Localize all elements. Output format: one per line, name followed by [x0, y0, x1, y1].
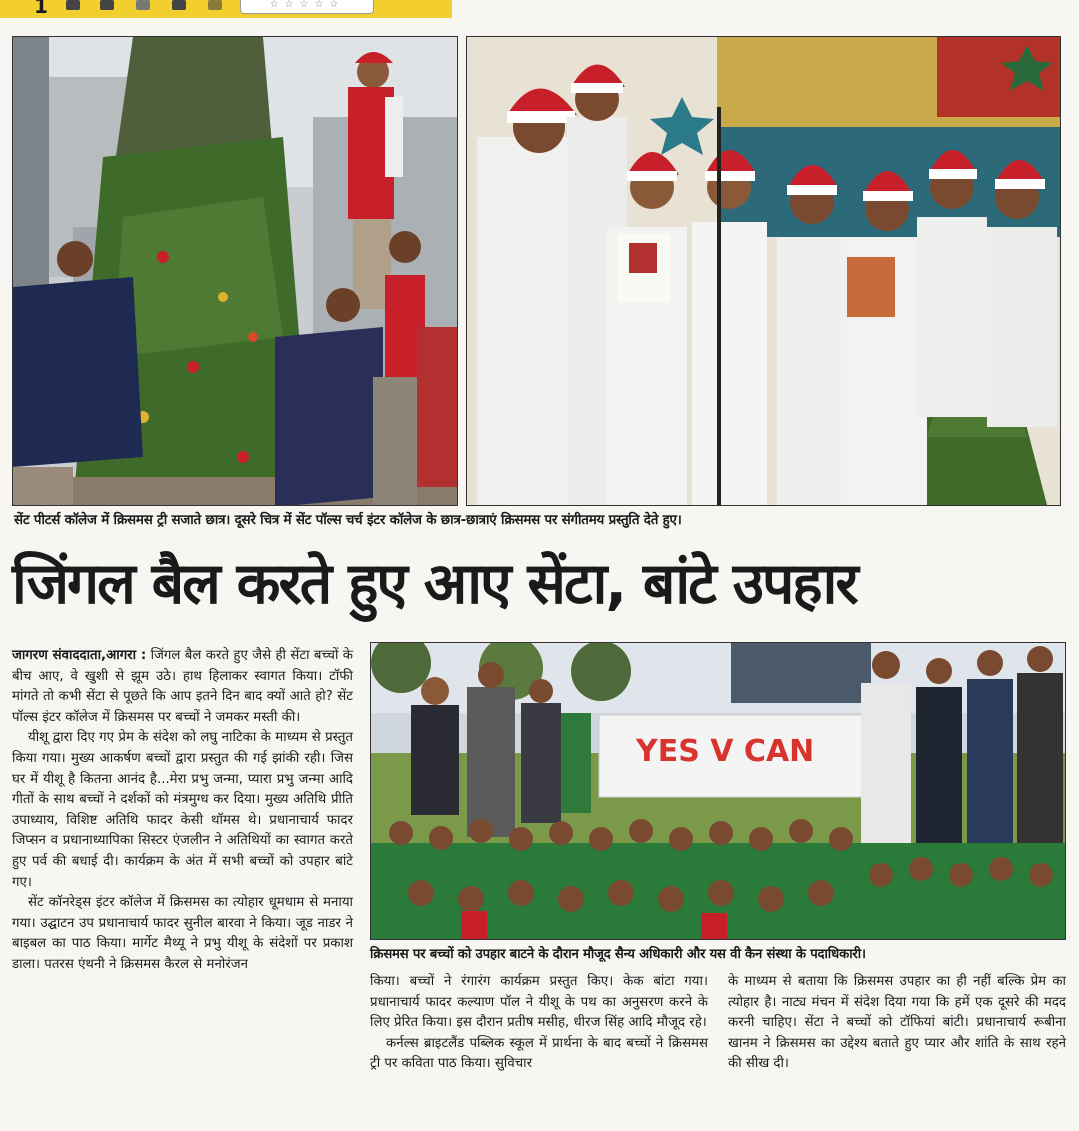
paragraph: यीशू द्वारा दिए गए प्रेम के संदेश को लघु नाटिका के माध्यम से प्रस्तुत किया गया। मुख्य आकर्षण बच्चों द्वारा प्रस्तुत की गई झांकी रही। जिस घर में यीशू है कितना आनंद है...मेरा प्रभु जन्मा, प्यारा प्रभु जन्मा आदि गीतों के साथ बच्चों ने दर्शकों को मंत्रमुग्ध कर दिया। मुख्य अतिथि प्रीति उपाध्याय, विशिष्ट अतिथि फादर केसी थॉमस थे। प्रधानाचार्य फादर जिप्सन व प्रधानाध्यापिका सिस्टर एंजलीन ने अतिथियों का स्वागत करते हुए पर्व की बधाई दी। कार्यक्रम के अंत में सभी बच्चों को उपहार बांटे गए।	[12, 730, 353, 890]
photo-gift-distribution	[370, 642, 1066, 940]
rating-stars[interactable]: ☆☆☆☆☆	[240, 0, 374, 14]
save-icon[interactable]	[172, 0, 186, 10]
share-icon[interactable]	[208, 0, 222, 10]
article-headline: जिंगल बैल करते हुए आए सेंटा, बांटे उपहार	[12, 551, 857, 617]
paragraph: जिंगल बैल करते हुए जैसे ही सेंटा बच्चों के बीच आए, वे खुशी से झूम उठे। हाथ हिलाकर स्वागत किया। टॉफी मांगते तो कभी सेंटा से पूछते कि आप इतने दिन बाद क्यों आते हो? सेंट पॉल्स इंटर कॉलेज में क्रिसमस पर बच्चों ने जमकर मस्ती की।	[12, 648, 353, 725]
mail-icon[interactable]	[136, 0, 150, 10]
article-column-1	[12, 646, 353, 976]
gallery-icon[interactable]	[66, 0, 80, 10]
article-column-3	[728, 972, 1066, 1075]
paragraph: के माध्यम से बताया कि क्रिसमस उपहार का ही नहीं बल्कि प्रेम का त्योहार है। नाट्य मंचन में संदेश दिया गया कि हमें एक दूसरे की मदद करनी चाहिए। सेंटा ने बच्चों को टॉफियां बांटी। प्रधानाचार्य रूबीना खानम ने क्रिसमस का उद्देश्य बताते हुए प्यार और शांति के साथ रहने की सीख दी।	[728, 974, 1066, 1072]
paragraph: सेंट कॉनरेड्स इंटर कॉलेज में क्रिसमस का त्योहार धूमधाम से मनाया गया। उद्घाटन उप प्रधानाचार्य फादर सुनील बारवा ने किया। जूड नाडर ने बाइबल का पाठ किया। मार्गेट मैथ्यू ने प्रभु यीशू के संदेशों पर प्रकाश डाला। पतरस एंथनी ने क्रिसमस कैरल से मनोरंजन	[12, 895, 353, 972]
print-icon[interactable]	[100, 0, 114, 10]
top-toolbar-strip	[0, 0, 452, 18]
article-column-2	[370, 972, 708, 1075]
page-number: 1	[34, 0, 48, 18]
byline: जागरण संवाददाता,आगरा :	[12, 648, 147, 663]
yes-v-can-banner-text: YES V CAN	[636, 734, 815, 769]
photo-caption-top: सेंट पीटर्स कॉलेज में क्रिसमस ट्री सजाते छात्र। दूसरे चित्र में सेंट पॉल्स चर्च इंटर कॉलेज के छात्र-छात्राएं क्रिसमस पर संगीतमय प्रस्तुति देते हुए।	[14, 513, 682, 528]
photo-caption-middle: क्रिसमस पर बच्चों को उपहार बाटने के दौरान मौजूद सैन्य अधिकारी और यस वी कैन संस्था के पदाधिकारी।	[370, 947, 866, 962]
paragraph: कर्नल्स ब्राइटलैंड पब्लिक स्कूल में प्रार्थना के बाद बच्चों ने क्रिसमस ट्री पर कविता पाठ किया। सुविचार	[370, 1035, 708, 1072]
photo-christmas-tree-decoration	[12, 36, 458, 506]
photo-christmas-choir	[466, 36, 1061, 506]
paragraph: किया। बच्चों ने रंगारंग कार्यक्रम प्रस्तुत किए। केक बांटा गया। प्रधानाचार्य फादर कल्याण पॉल ने यीशू के पथ का अनुसरण करने के लिए प्रेरित किया। इस दौरान प्रतीष मसीह, धीरज सिंह आदि मौजूद रहे।	[370, 974, 708, 1031]
